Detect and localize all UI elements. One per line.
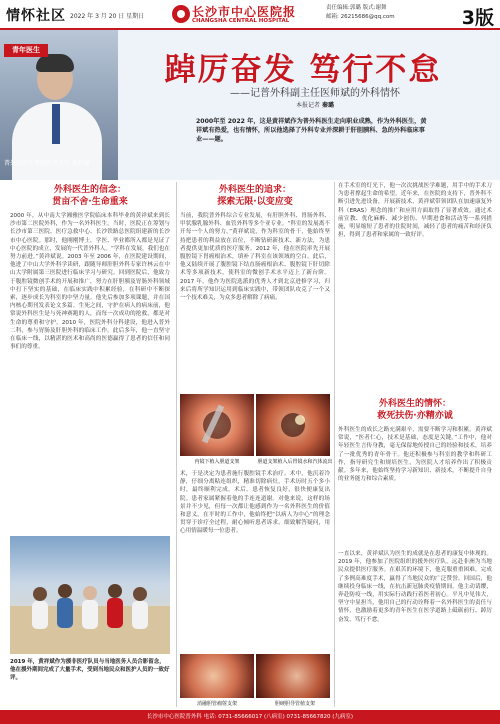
article-column-3: 在手术室的灯光下，他一次次挑战医学难题，用手中的手术刀为患者撑起生命的希望。近年来，在医院的支持下，普外科不断引进先进设备，开展新技术，黄祥斌带领团队在加速康复外科（ERAS）理念的推广和应用方面取得了显著成效。通过术前宣教、优化麻醉、减少创伤、早期进食和活动等一系列措施，明显缩短了患者的住院时间，减轻了患者的痛苦和经济负担，得到了患者和家属的一致好评。 (338, 183, 492, 239)
endoscopy-caption-3: 消融胆管瘤射支架 (196, 701, 237, 707)
section-heading-3 (338, 398, 492, 422)
section-3-line2: 救死扶伤·亦精亦诚 (377, 411, 453, 421)
endoscopy-photo-1 (180, 394, 254, 456)
column-name: 情怀社区 (6, 8, 66, 24)
endoscopy-caption-4: 胆硬胆导管植支架 (274, 701, 315, 707)
endoscopy-photo-4 (256, 654, 330, 698)
endoscopy-photo-3 (180, 654, 254, 698)
section-2-line1: 外科医生的追求： (218, 185, 291, 195)
endoscopy-view-1 (180, 394, 254, 456)
issue-date: 2022 年 3 月 20 日 星期日 (70, 13, 145, 20)
section-2-line2: 探索无限·以变应变 (217, 197, 293, 207)
article-column-2b: 术，于是决定为患者施行腹腔镜手术治疗。术中，他沉着冷静，仔细分离粘连组织，精准切除病灶，手术历时五个多小时，最终顺利完成。术后，患者恢复良好，很快便康复出院。患者家属紧握着他的手连连道谢。对他来说，这样的场景并不少见，但每一次都让他感到作为一名外科医生的价值和意义。在平时的工作中，他始终把“以病人为中心”的理念贯穿于诊疗全过程，耐心倾听患者诉求，细致解答疑问，用心用情温暖每一位患者。 (180, 471, 330, 535)
byline-name: 秦璐 (321, 102, 334, 109)
page-header (0, 0, 500, 30)
section-1-line2: 贯亩不舍·生命重来 (52, 197, 128, 207)
tie (52, 104, 60, 144)
group-photo-caption: 2019 年，黄祥斌作为援非医疗队员与当地医务人员合影留念，他在援外期间完成了大量手术，受到当地民众和医护人员的一致好评。 (10, 659, 170, 681)
portrait-caption: 普外科医生胃肠肛周主任 黄祥斌 (4, 160, 90, 167)
article-title: 踔厉奋发 笃行不怠 (164, 52, 442, 88)
newspaper-logo (170, 3, 320, 27)
article-column-3b: 外科医生的成长之路充满艰辛，需要不断学习和积累。黄祥斌常说，“医者仁心，技术是基础，态度是关键。”工作中，他对年轻医生言传身教，毫无保留地传授自己的经验和技术，培养了一批优秀的青年骨干。他还积极参与科室的教学和科研工作，指导研究生和规培医生，为医院人才培养作出了积极贡献。多年来，他始终坚持学习新知识、新技术，不断提升自身的业务能力和综合素质。 (338, 427, 492, 483)
endoscopy-caption-2: 胆道支架植入后胃镜水和汽体流出 (257, 459, 333, 465)
section-1-line1: 外科医生的信念： (53, 185, 126, 195)
editor-info (326, 4, 395, 22)
endoscopy-view-2 (256, 394, 330, 456)
column-divider (176, 182, 177, 707)
section-tag: 青年医生 (4, 44, 48, 57)
endoscopy-photo-2 (256, 394, 330, 456)
article-column-1: 2000 年，从中南大学湘雅医学院临床本科毕业的黄祥斌来到长沙市第二医院外科，作为一名外科医生。当时，医院正在筹划与长沙市第三医院、医疗急救中心、长沙铁路总医院组建新的长沙市中心医院。那时，他刚刚博士，学医、毕业都所入都是见证了中心医院的成立，发展的一代普外科人。“学科在发展，我们也在努力前进。”黄祥斌说。2003 年至 2006 年，在医院建设期间，他进了中山大学外科学读研，跟随导师肝胆外科专家许林云在中山大学附属第三医院进行临床学习与研究。回到医院后，他致力于腹腔镜微创手术的开展和推广，努力在肝胆胰及胃肠外科领域中打下坚实的基础，在临床实践中积累经验，在科研中不断探索，逐步成长为科室的中坚力量。他先后参加多项课题，并在国内核心期刊发表论文多篇。生死之间，守护在病人的病床前，他常说外科医生是与死神赛跑的人，而每一次成功的抢救，都是对生命的尊重和守护。2010 年，医院外科分科建设，他进入普外二科，参与胃肠及肝胆外科的临床工作。此后多年，他一直坚守在临床一线，以精湛的医术和高尚的医德赢得了患者的信任和同事们的尊重。 (10, 213, 170, 351)
group-photo-figures (10, 536, 170, 654)
page-number: 3版 (461, 7, 494, 29)
logo-chinese: 长沙市中心医院报 (192, 5, 297, 19)
hospital-logo-icon (172, 5, 190, 23)
page-footer: 长沙市中心医院普外科 电话: 0731-85666017 (八病室) 0731-85667820 (九病室) (0, 710, 500, 724)
logo-english: CHANGSHA CENTRAL HOSPITAL (192, 18, 290, 24)
editor-line: 责任编辑:郭璐 版式:谢舞 (326, 5, 387, 11)
article-column-2: 当前，我院普外科综合专业发展，有肝胆外科、胃肠外科、甲状腺乳腺外科、血管外科等多个亚专业。“科室的发展离不开每一个人的努力。”黄祥斌说，作为科室的骨干，他始终坚持把患者的利益放在首位，不断钻研新技术、新方法，为患者提供更加优质的医疗服务。2012 年，他在医院率先开展腹腔镜下胃癌根治术，填补了科室在该领域的空白。此后，他又陆续开展了腹腔镜下结直肠癌根治术、腹腔镜下肝切除术等多项新技术，使科室的微创手术水平迈上了新台阶。2017 年，他作为医院选派的优秀人才到北京进修学习，归来后将所学知识运用到临床实践中，带领团队攻克了一个又一个技术难关，为众多患者解除了病痛。 (180, 213, 330, 302)
article-subtitle: ——记普外科副主任医师斌的外科情怀 (230, 88, 400, 99)
section-heading-1 (10, 184, 170, 208)
group-photo (10, 536, 170, 654)
lead-paragraph: 2000年至 2022 年，这是黄祥斌作为普外科医生走向职业成熟，作为外科医生，黄祥斌有热爱，也有情怀，所以他选择了外科专业并深耕于肝胆胰科、急的外科临床事业——题。 (196, 118, 427, 143)
email-line: 邮箱: 26215686@qq.com (326, 14, 395, 20)
section-heading-2 (180, 184, 330, 208)
byline (150, 100, 480, 109)
column-divider (334, 182, 335, 707)
article-column-3c: 一直以来，黄祥斌认为医生的成就是在患者的康复中体现的。2019 年，他参加了医院组织的援外医疗队，远赴非洲为当地民众提供医疗服务。在艰苦的环境下，他克服重重困难，完成了多例高难度手术，赢得了当地民众的广泛赞誉。回国后，他继续投身临床一线，在抗击新冠肺炎疫情期间，他主动请缨，奔赴防疫一线，用实际行动践行着医者初心。平凡中见伟大，坚守中显担当，他用自己的行动诠释着一名外科医生的责任与情怀，也激励着更多的青年医生在医学道路上砥砺前行、踔厉奋发、笃行不怠。 (338, 551, 492, 623)
byline-label: 本报记者 (296, 102, 321, 109)
endoscopy-caption-1: 内镜下植入胆道支架 (194, 459, 240, 465)
section-3-line1: 外科医生的情怀： (378, 399, 451, 409)
